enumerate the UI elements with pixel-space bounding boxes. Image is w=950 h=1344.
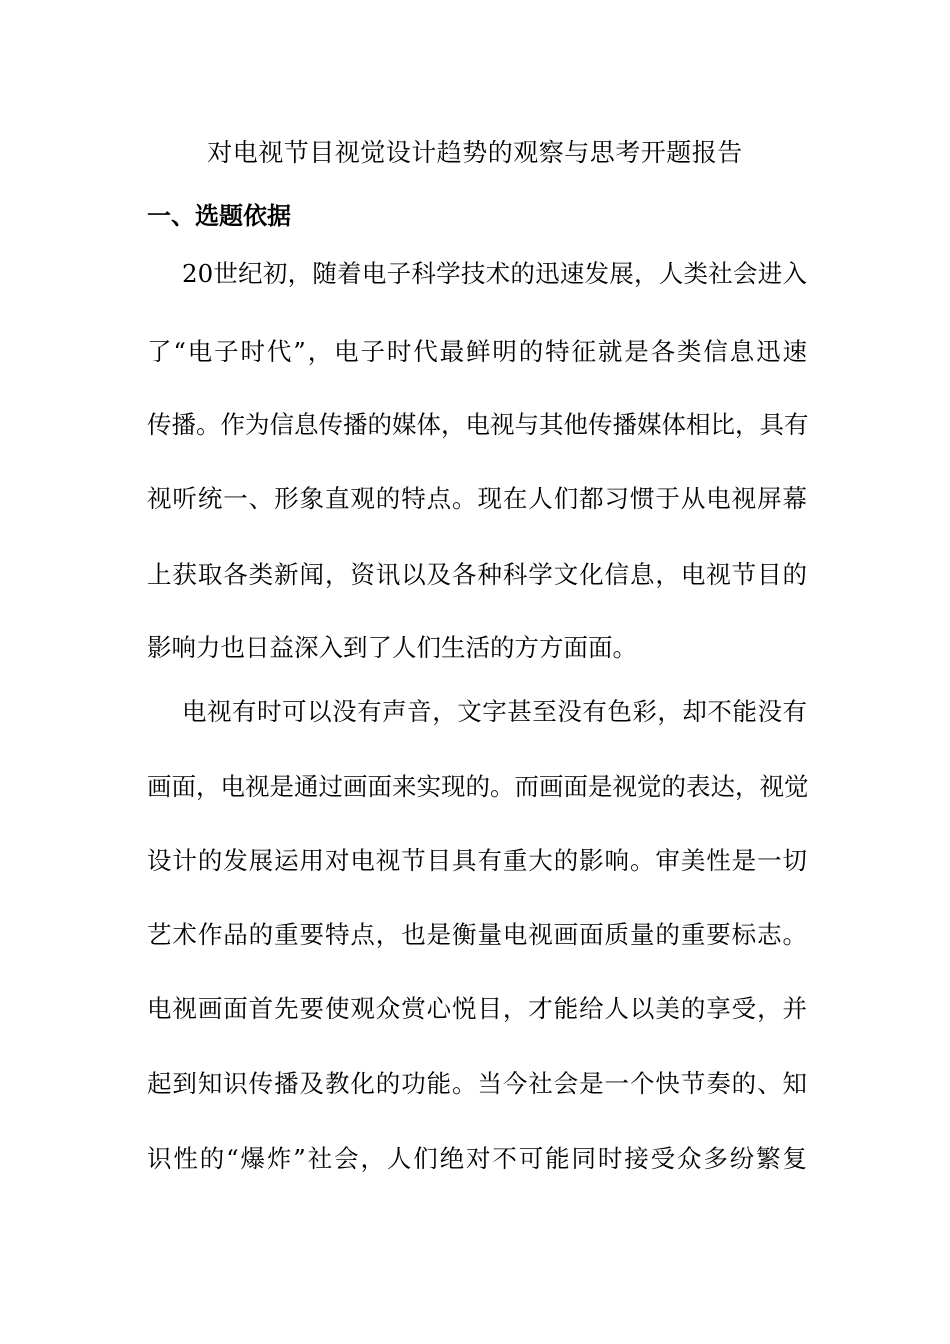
paragraph-line: 20世纪初，随着电子科学技术的迅速发展，人类社会进入 — [182, 259, 807, 288]
paragraph-line: 设计的发展运用对电视节目具有重大的影响。审美性是一切 — [147, 846, 807, 875]
paragraph-line: 了“电子时代”，电子时代最鲜明的特征就是各类信息迅速 — [147, 337, 807, 366]
paragraph-line: 影响力也日益深入到了人们生活的方方面面。 — [147, 633, 637, 662]
paragraph-line: 电视画面首先要使观众赏心悦目，才能给人以美的享受，并 — [147, 994, 807, 1023]
paragraph-line: 视听统一、形象直观的特点。现在人们都习惯于从电视屏幕 — [147, 484, 807, 513]
paragraph-line: 识性的“爆炸”社会，人们绝对不可能同时接受众多纷繁复 — [147, 1144, 807, 1173]
section-heading: 一、选题依据 — [147, 202, 291, 230]
paragraph-line: 传播。作为信息传播的媒体，电视与其他传播媒体相比，具有 — [147, 410, 809, 439]
paragraph-line: 画面，电视是通过画面来实现的。而画面是视觉的表达，视觉 — [147, 772, 809, 801]
document-title: 对电视节目视觉设计趋势的观察与思考开题报告 — [207, 138, 743, 167]
paragraph-line: 艺术作品的重要特点，也是衡量电视画面质量的重要标志。 — [147, 920, 807, 949]
paragraph-line: 上获取各类新闻，资讯以及各种科学文化信息，电视节目的 — [147, 560, 807, 589]
paragraph-line: 起到知识传播及教化的功能。当今社会是一个快节奏的、知 — [147, 1069, 807, 1098]
paragraph-line: 电视有时可以没有声音，文字甚至没有色彩，却不能没有 — [182, 697, 807, 726]
